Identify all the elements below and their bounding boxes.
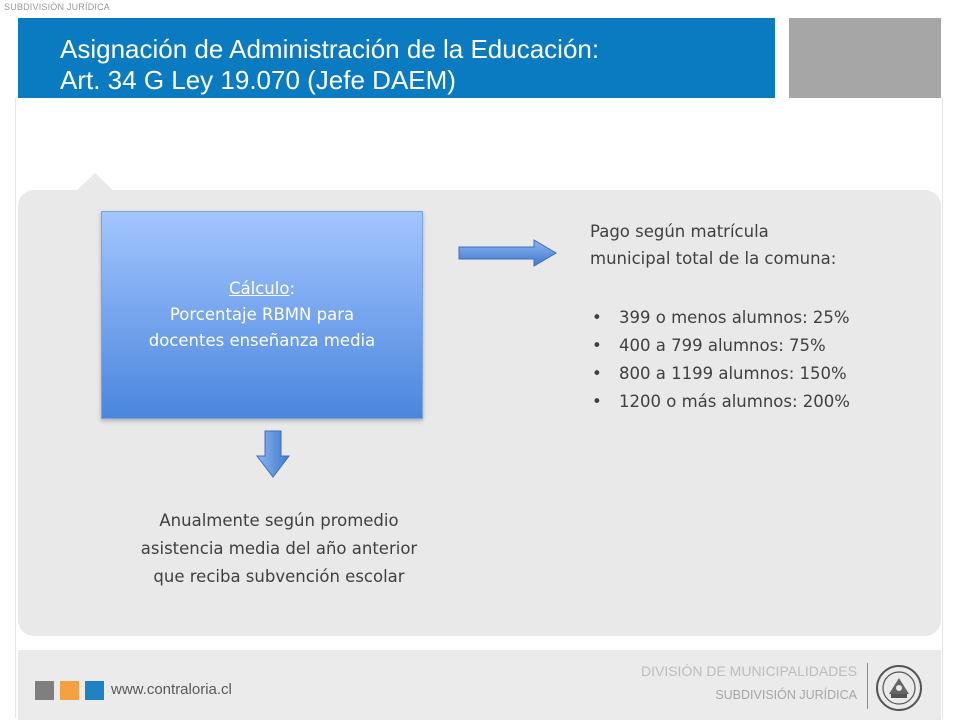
footer-division: DIVISIÓN DE MUNICIPALIDADES xyxy=(640,663,857,679)
title-bar xyxy=(18,18,775,98)
payment-intro-line-1: Pago según matrícula xyxy=(590,222,769,241)
header-gray-block xyxy=(789,18,941,98)
footer-url-link[interactable]: www.contraloria.cl xyxy=(111,681,232,698)
gray-square-icon xyxy=(35,681,54,700)
blue-square-icon xyxy=(85,681,104,700)
calculation-heading-colon: : xyxy=(289,279,295,298)
top-section-label: SUBDIVISIÓN JURÍDICA xyxy=(4,2,111,12)
calculation-box xyxy=(101,211,423,419)
payment-tier-text: 400 a 799 alumnos: 75% xyxy=(619,336,826,355)
contraloria-seal-icon xyxy=(875,664,923,712)
calculation-heading xyxy=(229,276,295,302)
arrow-right-icon xyxy=(458,238,558,268)
bullet-icon: • xyxy=(592,308,602,327)
right-divider xyxy=(942,98,943,718)
calculation-line-2: docentes enseñanza media xyxy=(148,331,376,350)
bullet-icon: • xyxy=(592,392,602,411)
payment-tier-text: 800 a 1199 alumnos: 150% xyxy=(619,364,847,383)
payment-tier-list xyxy=(592,304,850,416)
footer-divider xyxy=(867,663,868,709)
annual-note-line-2: asistencia media del año anterior xyxy=(140,539,418,558)
footer-subdivision: SUBDIVISIÓN JURÍDICA xyxy=(715,688,857,702)
payment-tier-text: 1200 o más alumnos: 200% xyxy=(619,392,850,411)
list-item xyxy=(592,304,850,332)
list-item xyxy=(592,360,850,388)
bullet-icon: • xyxy=(592,364,602,383)
annual-note-line-3: que reciba subvención escolar xyxy=(153,567,405,586)
orange-square-icon xyxy=(60,681,79,700)
payment-tier-text: 399 o menos alumnos: 25% xyxy=(619,308,850,327)
panel-notch xyxy=(76,173,114,191)
left-divider xyxy=(15,98,16,718)
annual-note-line-1: Anualmente según promedio xyxy=(159,511,399,530)
page-title-line-2: Art. 34 G Ley 19.070 (Jefe DAEM) xyxy=(60,65,456,95)
calculation-heading-text: Cálculo xyxy=(229,279,290,298)
calculation-line-1: Porcentaje RBMN para xyxy=(169,305,355,324)
page-title-line-1: Asignación de Administración de la Educación: xyxy=(60,34,600,64)
annual-note xyxy=(96,507,462,591)
list-item xyxy=(592,388,850,416)
footer xyxy=(18,650,941,720)
list-item xyxy=(592,332,850,360)
arrow-down-icon xyxy=(256,430,290,478)
bullet-icon: • xyxy=(592,336,602,355)
payment-intro xyxy=(590,218,920,272)
payment-intro-line-2: municipal total de la comuna: xyxy=(590,249,837,268)
